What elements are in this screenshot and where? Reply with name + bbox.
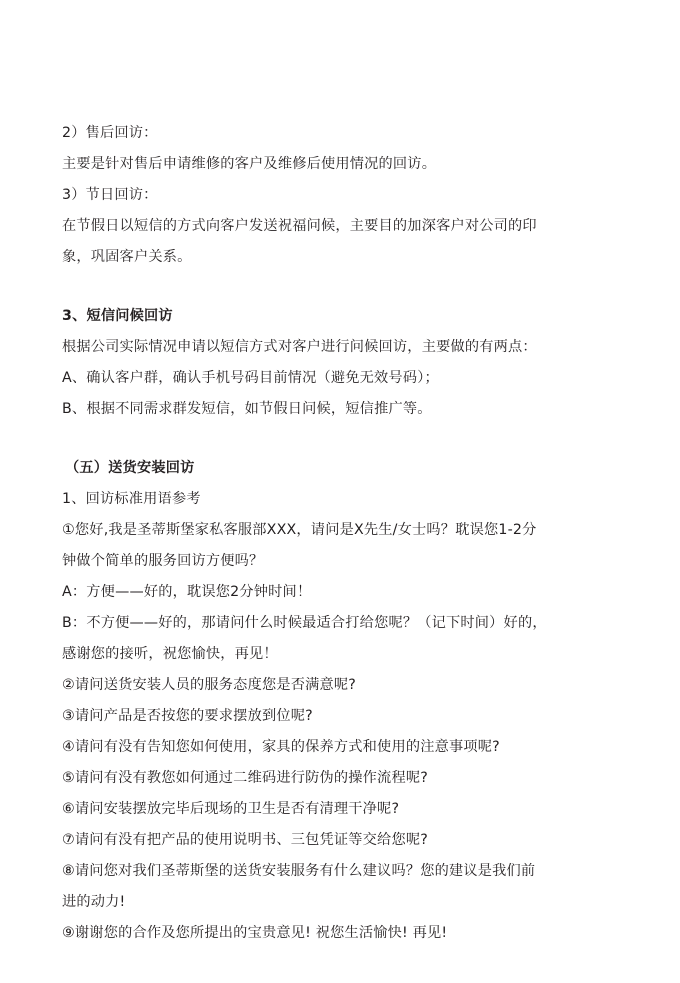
paragraph-line: 主要是针对售后申请维修的客户及维修后使用情况的回访。 (62, 156, 437, 172)
paragraph-line: ③请问产品是否按您的要求摆放到位呢? (62, 708, 313, 724)
paragraph-line: 感谢您的接听，祝您愉快，再见！ (62, 646, 278, 662)
paragraph-line: ⑨谢谢您的合作及您所提出的宝贵意见! 祝您生活愉快! 再见! (62, 925, 448, 941)
section-heading: （五）送货安装回访 (65, 460, 195, 476)
paragraph-line: ⑦请问有没有把产品的使用说明书、三包凭证等交给您呢? (62, 832, 428, 848)
paragraph-line: ①您好,我是圣蒂斯堡家私客服部XXX，请问是X先生/女士吗？耽误您1-2分 (62, 522, 537, 538)
paragraph-line: 进的动力! (62, 894, 126, 910)
paragraph-line: 1、回访标准用语参考 (62, 491, 201, 507)
block-spacer (62, 273, 614, 301)
paragraph-line: ④请问有没有告知您如何使用，家具的保养方式和使用的注意事项呢? (62, 739, 500, 755)
paragraph-line: ⑥请问安装摆放完毕后现场的卫生是否有清理干净呢? (62, 801, 400, 817)
paragraph-line: 象，巩固客户关系。 (62, 249, 192, 265)
paragraph-line: A、确认客户群，确认手机号码目前情况（避免无效号码）； (62, 370, 439, 386)
text-block-1 (62, 118, 614, 273)
paragraph-line: 钟做个简单的服务回访方便吗？ (62, 553, 264, 569)
section-heading: 3、短信问候回访 (62, 308, 173, 324)
paragraph-line: B、根据不同需求群发短信，如节假日问候，短信推广等。 (62, 401, 432, 417)
block-spacer (62, 425, 614, 453)
paragraph-line: ⑤请问有没有教您如何通过二维码进行防伪的操作流程呢? (62, 770, 428, 786)
paragraph-line: 2）售后回访： (62, 125, 158, 141)
text-block-2 (62, 301, 614, 425)
text-block-3 (62, 453, 614, 949)
paragraph-line: 在节假日以短信的方式向客户发送祝福问候，主要目的加深客户对公司的印 (62, 218, 537, 234)
paragraph-line: 3）节日回访： (62, 187, 158, 203)
paragraph-line: ②请问送货安装人员的服务态度您是否满意呢? (62, 677, 357, 693)
paragraph-line: B：不方便——好的，那请问什么时候最适合打给您呢？（记下时间）好的， (62, 615, 547, 631)
paragraph-line: ⑧请问您对我们圣蒂斯堡的送货安装服务有什么建议吗？您的建议是我们前 (62, 863, 536, 879)
paragraph-line: 根据公司实际情况申请以短信方式对客户进行问候回访，主要做的有两点： (62, 339, 537, 355)
paragraph-line: A：方便——好的，耽误您2分钟时间！ (62, 584, 312, 600)
